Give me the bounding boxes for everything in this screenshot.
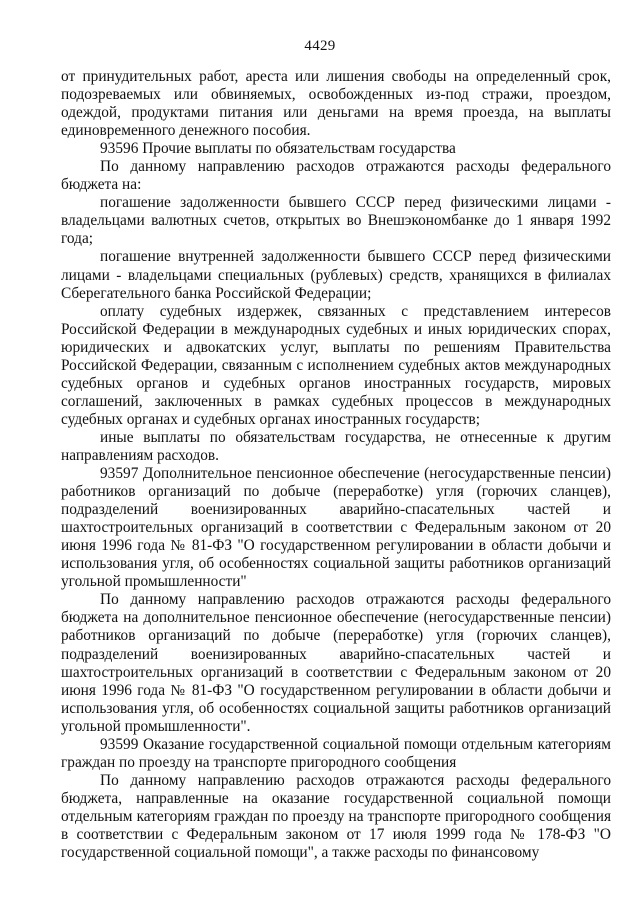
paragraph-11: По данному направлению расходов отражаются расходы федерального бюджета, направленные на оказание государственной социальной помощи отдельным категориям граждан по проезду на транспорте пригородного сообщения в соответствии с Федеральным законом от 17 июля 1999 года № 178-ФЗ "О государственной социальной помощи", а также расходы по финансовому (61, 771, 611, 862)
paragraph-7: иные выплаты по обязательствам государства, не отнесенные к другим направлениям расходов. (61, 428, 611, 464)
paragraph-6: оплату судебных издержек, связанных с представлением интересов Российской Федерации в международных судебных и иных юридических спорах, юридических и адвокатских услуг, выплаты по решениям Правительства Российской Федерации, связанным с исполнением судебных актов международных судебных органов и судебных органов иностранных государств, мировых соглашений, заключенных в рамках судебных процессов в международных судебных органах и судебных органах иностранных государств; (61, 302, 611, 428)
paragraph-9: По данному направлению расходов отражаются расходы федерального бюджета на дополнительное пенсионное обеспечение (негосударственные пенсии) работников организаций по добыче (переработке) угля (горючих сланцев), подразделений военизированных аварийно-спасательных частей и шахтостроительных организаций в соответствии с Федеральным законом от 20 июня 1996 года № 81-ФЗ "О государственном регулировании в области добычи и использования угля, об особенностях социальной защиты работников организаций угольной промышленности". (61, 591, 611, 735)
paragraph-4: погашение задолженности бывшего СССР перед физическими лицами - владельцами валютных счетов, открытых во Внешэкономбанке до 1 января 1992 года; (61, 194, 611, 248)
paragraph-5: погашение внутренней задолженности бывшего СССР перед физическими лицами - владельцами специальных (рублевых) средств, хранящихся в филиалах Сберегательного банка Российской Федерации; (61, 248, 611, 302)
document-body (61, 68, 611, 862)
section-heading-93596: 93596 Прочие выплаты по обязательствам государства (100, 140, 456, 158)
paragraph-3: По данному направлению расходов отражаются расходы федерального бюджета на: (61, 158, 611, 194)
page-number: 4429 (304, 38, 336, 54)
section-heading-93597: 93597 Дополнительное пенсионное обеспечение (негосударственные пенсии) работников организаций по добыче (переработке) угля (горючих сланцев), подразделений военизированных аварийно-спасательных частей и шахтостроительных организаций в соответствии с Федеральным законом от 20 июня 1996 года № 81-ФЗ "О государственном регулировании в области добычи и использования угля, об особенностях социальной защиты работников организаций угольной промышленности" (61, 465, 611, 591)
section-heading-93599: 93599 Оказание государственной социальной помощи отдельным категориям граждан по проезду на транспорте пригородного сообщения (61, 735, 611, 771)
paragraph-1: от принудительных работ, ареста или лишения свободы на определенный срок, подозреваемых или обвиняемых, освобожденных из-под стражи, проездом, одеждой, продуктами питания или деньгами на время проезда, на выплаты единовременного денежного пособия. (61, 68, 611, 140)
